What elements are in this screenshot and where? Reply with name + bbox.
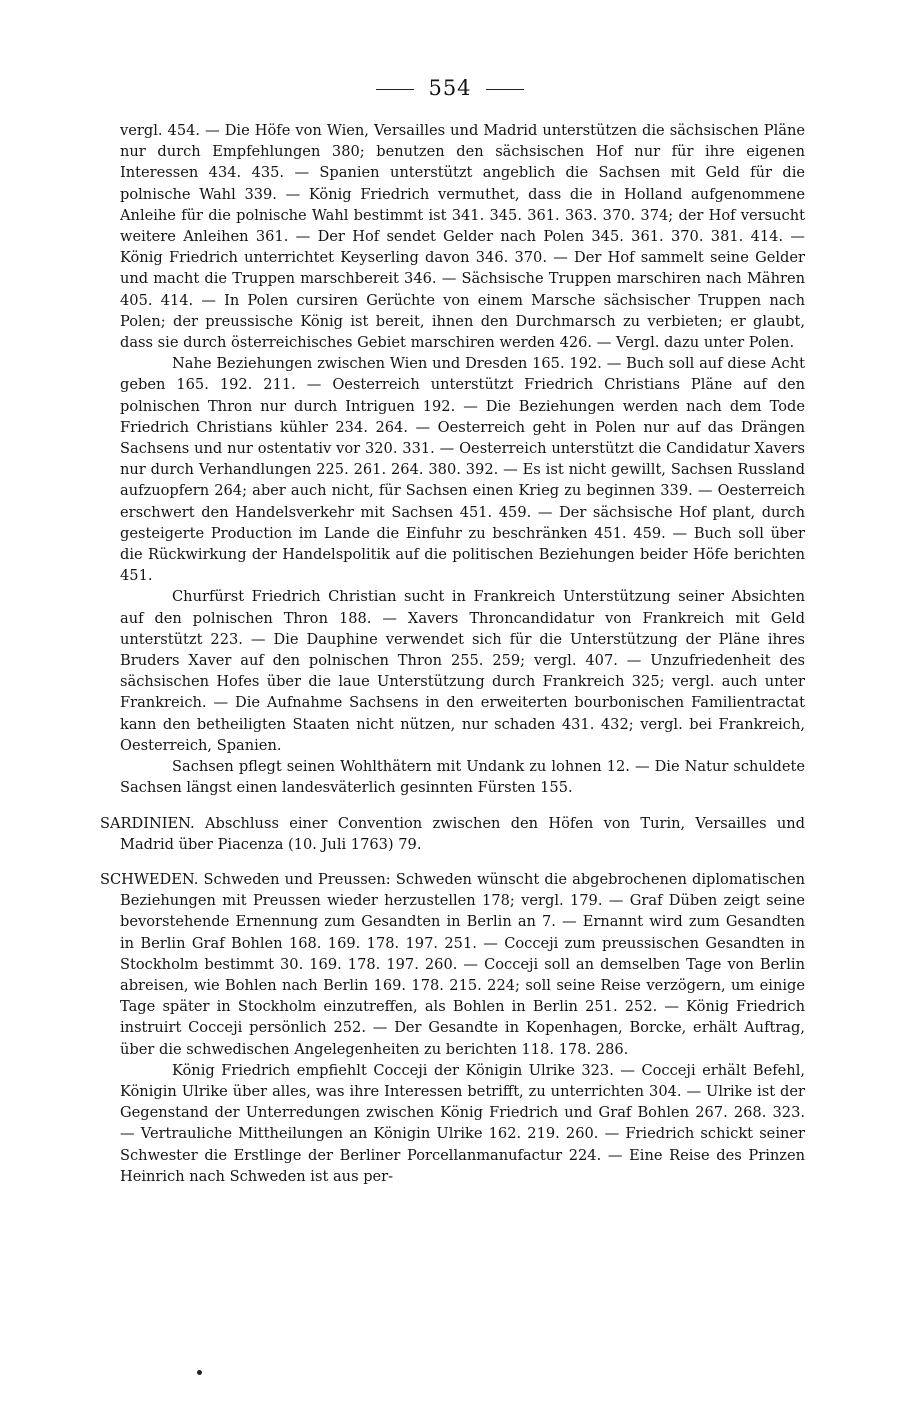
- paragraph-wien-dresden: Nahe Beziehungen zwischen Wien und Dresden 165. 192. — Buch soll auf diese Acht geben 165. 192. 211. — Oesterreich unterstützt Friedrich Christians Pläne auf den polnischen Thron nur durch Intriguen 192. — Die Beziehungen werden nach dem Tode Friedrich Christians kühler 234. 264. — Oesterreich geht in Polen nur auf das Drängen Sachsens und nur ostentativ vor 320. 331. — Oesterreich unterstützt die Candidatur Xavers nur durch Verhandlungen 225. 261. 264. 380. 392. — Es ist nicht gewillt, Sachsen Russland aufzuopfern 264; aber auch nicht, für Sachsen einen Krieg zu beginnen 339. — Oesterreich erschwert den Handelsverkehr mit Sachsen 451. 459. — Der sächsische Hof plant, durch gesteigerte Production im Lande die Einfuhr zu beschränken 451. 459. — Buch soll über die Rückwirkung der Handelspolitik auf die politischen Beziehungen beider Höfe berichten 451.: [120, 355, 805, 585]
- entry-schweden: SCHWEDEN. Schweden und Preussen: Schweden wünscht die abgebrochenen diplomatischen Beziehungen mit Preussen wieder herzustellen 178; vergl. 179. — Graf Düben zeigt seine bevorstehende Ernennung zum Gesandten in Berlin an 7. — Ernannt wird zum Gesandten in Berlin Graf Bohlen 168. 169. 178. 197. 251. — Cocceji zum preussischen Gesandten in Stockholm bestimmt 30. 169. 178. 197. 260. — Cocceji soll an demselben Tage von Berlin abreisen, wie Bohlen nach Berlin 169. 178. 215. 224; soll seine Reise verzögern, um einige Tage später in Stockholm einzutreffen, als Bohlen in Berlin 251. 252. — König Friedrich instruirt Cocceji persönlich 252. — Der Gesandte in Kopenhagen, Borcke, erhält Auftrag, über die schwedischen Angelegenheiten zu berichten 118. 178. 286.: [100, 870, 805, 1058]
- ink-speck: [197, 1370, 202, 1375]
- entry-sardinien: SARDINIEN. Abschluss einer Convention zwischen den Höfen von Turin, Versailles und Madrid über Piacenza (10. Juli 1763) 79.: [100, 814, 805, 853]
- paragraph-sachsen-continued: vergl. 454. — Die Höfe von Wien, Versailles und Madrid unterstützen die sächsischen Pläne nur durch Empfehlungen 380; benutzen den sächsischen Hof nur für ihre eigenen Interessen 434. 435. — Spanien unterstützt angeblich die Sachsen mit Geld für die polnische Wahl 339. — König Friedrich vermuthet, dass die in Holland aufgenommene Anleihe für die polnische Wahl bestimmt ist 341. 345. 361. 363. 370. 374; der Hof versucht weitere Anleihen 361. — Der Hof sendet Gelder nach Polen 345. 361. 370. 381. 414. — König Friedrich unterrichtet Keyserling davon 346. 370. — Der Hof sammelt seine Gelder und macht die Truppen marschbereit 346. — Sächsische Truppen marschiren nach Mähren 405. 414. — In Polen cursiren Gerüchte von einem Marsche sächsischer Truppen nach Polen; der preussische König ist bereit, ihnen den Durchmarsch zu verbieten; er glaubt, dass sie durch österreichisches Gebiet marschiren werden 426. — Vergl. dazu unter Polen.: [120, 122, 805, 352]
- paragraph-undank: Sachsen pflegt seinen Wohlthätern mit Undank zu lohnen 12. — Die Natur schuldete Sachsen längst einen landesväterlich gesinnten Fürsten 155.: [120, 758, 805, 797]
- page-number: 554: [0, 74, 900, 102]
- paragraph-ulrike: König Friedrich empfiehlt Cocceji der Königin Ulrike 323. — Cocceji erhält Befehl, Königin Ulrike über alles, was ihre Interessen betrifft, zu unterrichten 304. — Ulrike ist der Gegenstand der Unterredungen zwischen König Friedrich und Graf Bohlen 267. 268. 323. — Vertrauliche Mittheilungen an Königin Ulrike 162. 219. 260. — Friedrich schickt seiner Schwester die Erstlinge der Berliner Porcellanmanufactur 224. — Eine Reise des Prinzen Heinrich nach Schweden ist aus per-: [120, 1061, 805, 1185]
- index-text: [100, 120, 805, 1187]
- paragraph-frankreich: Churfürst Friedrich Christian sucht in Frankreich Unterstützung seiner Absichten auf den polnischen Thron 188. — Xavers Throncandidatur von Frankreich mit Geld unterstützt 223. — Die Dauphine verwendet sich für die Unterstützung der Pläne ihres Bruders Xaver auf den polnischen Thron 255. 259; vergl. 407. — Unzufriedenheit des sächsischen Hofes über die laue Unterstützung durch Frankreich 325; vergl. auch unter Frankreich. — Die Aufnahme Sachsens in den erweiterten bourbonischen Familientractat kann den betheiligten Staaten nicht nützen, nur schaden 431. 432; vergl. bei Frankreich, Oesterreich, Spanien.: [120, 588, 805, 754]
